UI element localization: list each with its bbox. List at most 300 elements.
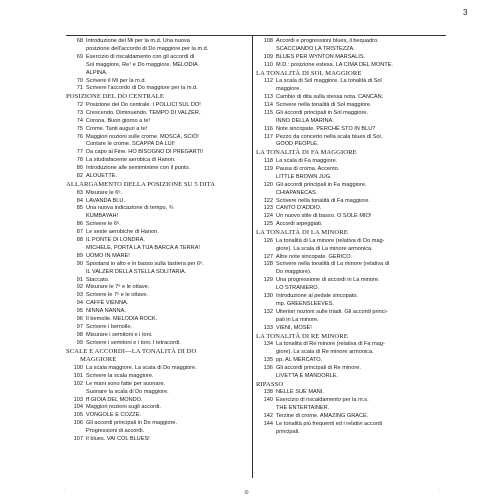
entry-line: Staccato. xyxy=(86,276,110,283)
entry-line: Do maggiore). xyxy=(276,269,312,276)
toc-entry xyxy=(256,182,446,198)
entry-text xyxy=(83,118,256,126)
page-ref-number: 94 xyxy=(76,300,83,307)
entry-text xyxy=(83,412,256,420)
page-ref-number: 136 xyxy=(263,364,273,371)
section-heading: LA TONALITÀ DI LA MINORE xyxy=(256,229,348,237)
page-ref-number: 103 xyxy=(73,396,83,403)
section-heading: RIPASSO xyxy=(256,380,284,388)
entry-text xyxy=(273,309,446,325)
entry-line: Una nuova indicazione di tempo, ¾ xyxy=(86,205,174,212)
entry-text xyxy=(273,261,446,277)
toc-entry xyxy=(66,340,256,348)
page-ref-number: 68 xyxy=(76,38,83,44)
page-ref-number: 102 xyxy=(73,380,83,387)
entry-text xyxy=(273,158,446,166)
toc-entry xyxy=(256,62,446,70)
toc-entry xyxy=(66,54,256,78)
toc-entry xyxy=(66,436,256,444)
entry-line: Gli accordi principali di Re minore. xyxy=(276,364,361,371)
entry-line: Misurare le 6ᵉ. xyxy=(86,189,122,196)
entry-text xyxy=(273,62,446,70)
entry-line: Altre note sincopate. GERICO. xyxy=(276,253,353,260)
toc-entry xyxy=(256,293,446,309)
page-ref-number: 77 xyxy=(76,149,83,156)
page-ref-number: 106 xyxy=(73,420,83,427)
page-ref-number: 107 xyxy=(73,436,83,443)
page-ref-number: 118 xyxy=(264,157,273,164)
toc-entry xyxy=(66,277,256,285)
page-ref-number: 71 xyxy=(76,85,83,92)
toc-left-column xyxy=(66,35,256,444)
toc-entry xyxy=(66,229,256,237)
page-ref-number: 72 xyxy=(76,101,83,108)
entry-text xyxy=(83,420,256,436)
entry-text xyxy=(83,373,256,381)
toc-entry xyxy=(256,389,446,397)
entry-line: Introduzione alle semiminime con il punto. xyxy=(86,165,191,172)
entry-text xyxy=(83,332,256,340)
entry-line: Da capo al Fine. HO BISOGNO DI PREGARTI! xyxy=(86,149,204,156)
entry-text xyxy=(83,397,256,405)
entry-line: Crescendo. Diminuendo. TEMPO DI VALZER. xyxy=(86,109,201,116)
toc-entry xyxy=(66,308,256,316)
entry-line: La scala maggiore. La scala di Do maggiore. xyxy=(86,364,197,371)
page-ref-number: 133 xyxy=(263,324,273,331)
entry-text xyxy=(273,102,446,110)
entry-text xyxy=(83,308,256,316)
entry-line: Misurare le 7ᵉ e le ottave. xyxy=(86,284,150,291)
entry-line: Contare le crome. SCAPPA DA LUI! xyxy=(86,141,175,148)
page-ref-number: 144 xyxy=(263,420,273,427)
entry-line: ALOUETTE. xyxy=(86,173,118,180)
entry-text xyxy=(273,421,446,437)
page-ref-number: 122 xyxy=(263,197,273,204)
section-heading: LA TONALITÀ DI SOL MAGGIORE xyxy=(256,69,362,77)
toc-entry xyxy=(256,254,446,262)
entry-line: Posizione del Do centrale. I POLLICI SUL DO! xyxy=(86,101,201,108)
entry-text xyxy=(83,198,256,206)
page-ref-number: 105 xyxy=(73,412,83,419)
page-ref-number: 128 xyxy=(263,261,273,268)
entry-text xyxy=(83,237,256,253)
entry-line: Accordi e progressioni blues, il bequadro. xyxy=(276,38,379,44)
entry-line: CANTO D'ADDIO. xyxy=(276,205,322,212)
entry-text xyxy=(273,198,446,206)
entry-line: MICHELE, PORTA LA TUA BARCA A TERRA! xyxy=(86,244,200,251)
entry-text xyxy=(273,78,446,94)
entry-text xyxy=(273,213,446,221)
toc-entry xyxy=(66,198,256,206)
page-ref-number: 88 xyxy=(76,237,83,244)
entry-text xyxy=(273,325,446,333)
entry-line: Gli accordi principali in Fa maggiore. xyxy=(276,181,367,188)
entry-line: Gli accordi principali in Do maggiore. xyxy=(86,420,178,427)
page-ref-number: 70 xyxy=(76,77,83,84)
entry-line: Progressioni di accordi. xyxy=(86,428,145,435)
entry-line: Scrivere le 7ᵉ e le ottave. xyxy=(86,292,149,299)
page-ref-number: 108 xyxy=(263,38,273,44)
entry-line: Il bemolle. MELODIA ROCK. xyxy=(86,316,158,323)
page-ref-number: 116 xyxy=(264,125,273,132)
entry-line: SCACCIANDO LA TRISTEZZA. xyxy=(276,45,355,52)
entry-line: GOOD PEOPLE. xyxy=(276,141,319,148)
page-ref-number: 90 xyxy=(76,260,83,267)
entry-line: La scala di Fa maggiore. xyxy=(276,157,338,164)
column-top-rule xyxy=(256,35,446,36)
entry-line: UOMO IN MARE! xyxy=(86,252,130,259)
toc-entry xyxy=(66,118,256,126)
registration-mark-icon: ⊕ xyxy=(244,490,250,496)
entry-line: Scrivere il Mi per la m.d. xyxy=(86,77,146,84)
entry-line: Cambio di dita sulla stessa nota. CANCAN. xyxy=(276,94,384,101)
entry-line: Ulteriori nozioni sulle triadi. Gli accordi princi- xyxy=(276,308,388,315)
toc-entry xyxy=(66,316,256,324)
toc-entry xyxy=(256,261,446,277)
entry-text xyxy=(273,110,446,126)
entry-line: M.D.: posizione estesa. LA CIMA DEL MONTE. xyxy=(276,61,393,68)
page-ref-number: 127 xyxy=(263,253,273,260)
entry-text xyxy=(273,389,446,397)
page-ref-number: 76 xyxy=(76,133,83,140)
toc-entry xyxy=(66,205,256,221)
toc-entry xyxy=(256,158,446,166)
entry-text xyxy=(83,324,256,332)
entry-line: Pausa di croma. Accento. xyxy=(276,165,340,172)
entry-text xyxy=(83,173,256,181)
page-ref-number: 115 xyxy=(264,109,273,116)
page-ref-number: 69 xyxy=(76,53,83,60)
page-ref-number: 83 xyxy=(76,189,83,196)
page-ref-number: 134 xyxy=(263,341,273,348)
entry-text xyxy=(83,38,256,54)
toc-entry xyxy=(256,134,446,150)
entry-text xyxy=(83,110,256,118)
page-ref-number: 130 xyxy=(263,293,273,300)
entry-line: giore). La scala di Re minore armonica. xyxy=(276,349,374,356)
entry-line: LITTLE BROWN JUG. xyxy=(276,173,332,180)
entry-line: Introduzione del Mi per la m.d. Una nuova xyxy=(86,38,190,44)
entry-text xyxy=(273,254,446,262)
page-ref-number: 80 xyxy=(76,165,83,172)
entry-text xyxy=(273,38,446,54)
entry-text xyxy=(83,205,256,221)
entry-text xyxy=(273,277,446,293)
page-ref-number: 109 xyxy=(263,53,273,60)
entry-line: posizione dell'accordo di Do maggiore per la m.d. xyxy=(86,45,209,52)
entry-line: NELLE SUE MANI. xyxy=(276,389,324,396)
page-ref-number: 110 xyxy=(264,61,273,68)
section-heading: POSIZIONE DEL DO CENTRALE xyxy=(66,93,165,101)
column-top-rule xyxy=(66,35,256,36)
page-ref-number: 104 xyxy=(73,404,83,411)
entry-line: ff GIOIA DEL MONDO. xyxy=(86,396,143,403)
toc-entry xyxy=(256,110,446,126)
entry-line: Pezzo da concerto nella scala blues di Sol. xyxy=(276,133,383,140)
toc-entry xyxy=(66,253,256,261)
entry-text xyxy=(83,126,256,134)
entry-line: La tonalità di La minore (relativa di Do mag- xyxy=(276,237,385,244)
page-ref-number: 112 xyxy=(264,78,273,85)
entry-line: BLUES PER WYNTON MARSALIS. xyxy=(276,53,366,60)
entry-line: Terzine di crome. AMAZING GRACE. xyxy=(276,413,369,420)
entry-line: VONGOLE E COZZE. xyxy=(86,412,142,419)
entry-line: INNO DELLA MARINA. xyxy=(276,117,334,124)
toc-entry xyxy=(66,373,256,381)
toc-entry xyxy=(66,300,256,308)
entry-line: Scrivere i semitoni e i toni. I tetracordi. xyxy=(86,339,181,346)
entry-text xyxy=(273,94,446,102)
toc-entry xyxy=(256,238,446,254)
page-ref-number: 114 xyxy=(264,101,273,108)
page-ref-number: 125 xyxy=(263,221,273,228)
entry-line: LO STRANIERO. xyxy=(276,285,320,292)
crop-mark: ˈ xyxy=(438,490,440,496)
toc-entry xyxy=(256,54,446,62)
toc-entry xyxy=(256,126,446,134)
toc-entry xyxy=(66,149,256,157)
page-ref-number: 96 xyxy=(76,316,83,323)
page-ref-number: 86 xyxy=(76,221,83,228)
crop-mark: ˈ xyxy=(64,490,66,496)
entry-text xyxy=(273,397,446,413)
toc-entry xyxy=(256,166,446,182)
entry-line: Scrivere l'accordo di Do maggiore per la m.d. xyxy=(86,85,198,92)
page-ref-number: 119 xyxy=(264,165,273,172)
page-ref-number: 74 xyxy=(76,117,83,124)
page-ref-number: 82 xyxy=(76,173,83,180)
entry-line: ALPINA. xyxy=(86,69,108,76)
section-heading: LA TONALITÀ DI RE MINORE xyxy=(256,332,348,340)
entry-line: Maggiori nozioni sugli accordi. xyxy=(86,404,161,411)
toc-entry xyxy=(66,412,256,420)
entry-line: Scrivere le 6ᵉ. xyxy=(86,221,121,228)
entry-line: giore). La scala di La minore armonica. xyxy=(276,245,373,252)
entry-line: pp. AL MERCATO. xyxy=(276,357,323,363)
toc-entry xyxy=(256,277,446,293)
entry-line: Le seste aerobiche di Hanon. xyxy=(86,229,159,236)
toc-entry xyxy=(256,413,446,421)
toc-entry xyxy=(66,332,256,340)
entry-text xyxy=(273,238,446,254)
entry-text xyxy=(83,78,256,86)
entry-line: Il blues. VAI COL BLUES! xyxy=(86,436,150,443)
entry-text xyxy=(83,134,256,150)
entry-text xyxy=(83,85,256,93)
entry-text xyxy=(83,229,256,237)
page-ref-number: 85 xyxy=(76,205,83,212)
toc-entry xyxy=(66,157,256,165)
page-ref-number: 97 xyxy=(76,324,83,330)
toc-entry xyxy=(256,94,446,102)
entry-line: La studiafacente aerobica di Hanon. xyxy=(86,157,176,164)
page-ref-number: 101 xyxy=(73,372,83,379)
entry-line: Corona. Buon giorno a te! xyxy=(86,117,151,124)
entry-text xyxy=(83,381,256,397)
toc-entry xyxy=(256,205,446,213)
entry-line: Scrivere nella tonalità di Sol maggiore. xyxy=(276,101,372,108)
toc-entry xyxy=(66,397,256,405)
entry-text xyxy=(83,261,256,277)
page-ref-number: 87 xyxy=(76,229,83,236)
entry-line: maggiore. xyxy=(276,86,301,93)
entry-text xyxy=(273,341,446,357)
entry-text xyxy=(273,293,446,309)
toc-entry xyxy=(66,110,256,118)
entry-line: mp. GREENSLEEVES. xyxy=(276,300,334,307)
page-ref-number: 98 xyxy=(76,331,83,338)
entry-line: La scala di Sol maggiore. La tonalità di Sol xyxy=(276,78,382,85)
entry-text xyxy=(273,205,446,213)
section-heading: MAGGIORE xyxy=(80,356,117,364)
page-ref-number: 117 xyxy=(264,133,273,140)
entry-line: Introduzione al pedale sincopato. xyxy=(276,293,359,300)
page-ref-number: 78 xyxy=(76,157,83,164)
entry-line: CHIAPANECAS. xyxy=(276,189,318,196)
entry-line: CAFFÈ VIENNA. xyxy=(86,300,129,307)
entry-text xyxy=(83,340,256,348)
entry-text xyxy=(83,221,256,229)
entry-line: KUMBAYAH! xyxy=(86,213,119,220)
toc-entry xyxy=(256,357,446,365)
toc-entry xyxy=(66,221,256,229)
page-ref-number: 100 xyxy=(73,364,83,371)
toc-entry xyxy=(66,173,256,181)
entry-line: Spostarsi in alto e in basso sulla tastiera per 6ᵉ. xyxy=(86,260,204,267)
toc-entry xyxy=(66,365,256,373)
entry-line: pali in La minore. xyxy=(276,316,319,323)
toc-entry xyxy=(66,134,256,150)
entry-line: Maggiori nozioni sulle crome. MOSCA, SCIÒ! xyxy=(86,133,199,140)
toc-entry xyxy=(66,38,256,54)
toc-entry xyxy=(256,365,446,381)
toc-entry xyxy=(256,102,446,110)
entry-text xyxy=(273,54,446,62)
entry-line: principali. xyxy=(276,428,300,435)
entry-line: IL VALZER DELLA STELLA SOLITARIA. xyxy=(86,268,187,275)
entry-text xyxy=(83,284,256,292)
entry-line: Suonare la scala di Do maggiore. xyxy=(86,388,169,395)
toc-entry xyxy=(66,78,256,86)
entry-text xyxy=(83,253,256,261)
entry-text xyxy=(83,316,256,324)
toc-entry xyxy=(256,421,446,437)
toc-entry xyxy=(256,309,446,325)
page-ref-number: 142 xyxy=(263,413,273,420)
entry-line: Esercizio di riscaldamento per la m.s. xyxy=(276,397,369,404)
entry-line: Le tonalità più frequenti ed i relativi accordi xyxy=(276,420,383,427)
page-ref-number: 93 xyxy=(76,292,83,299)
entry-line: NINNA NANNA. xyxy=(86,308,126,315)
page-ref-number: 120 xyxy=(263,181,273,188)
toc-entry xyxy=(256,78,446,94)
entry-line: Note sincopate. PERCHÉ STO IN BLU? xyxy=(276,125,376,132)
entry-text xyxy=(83,436,256,444)
entry-line: Crome. Tanti auguri a te! xyxy=(86,125,148,132)
toc-entry xyxy=(256,38,446,54)
section-heading: SCALE E ACCORDI—LA TONALITÀ DI DO xyxy=(66,347,197,355)
entry-text xyxy=(273,357,446,365)
toc-entry xyxy=(66,284,256,292)
entry-text xyxy=(273,182,446,198)
page-ref-number: 73 xyxy=(76,109,83,116)
toc-entry xyxy=(66,404,256,412)
entry-text xyxy=(273,365,446,381)
page-ref-number: 124 xyxy=(263,213,273,220)
entry-line: Scrivere nella tonalità di Fa maggiore. xyxy=(276,197,370,204)
entry-text xyxy=(83,54,256,78)
entry-text xyxy=(273,413,446,421)
page-ref-number: 92 xyxy=(76,284,83,291)
toc-entry xyxy=(66,237,256,253)
toc-entry xyxy=(66,261,256,277)
entry-line: IL PONTE DI LONDRA. xyxy=(86,237,145,244)
entry-text xyxy=(83,277,256,285)
toc-entry xyxy=(256,341,446,357)
entry-text xyxy=(273,221,446,229)
page-ref-number: 132 xyxy=(263,308,273,315)
entry-line: Gli accordi principali in Sol maggiore. xyxy=(276,109,369,116)
toc-entry xyxy=(66,126,256,134)
entry-text xyxy=(83,365,256,373)
entry-line: Accordi arpeggiati. xyxy=(276,221,323,228)
entry-line: Esercizio di riscaldamento con gli accordi di xyxy=(86,53,195,60)
page-ref-number: 129 xyxy=(263,277,273,284)
toc-entry xyxy=(66,420,256,436)
toc-entry xyxy=(256,198,446,206)
entry-text xyxy=(83,157,256,165)
toc-right-column xyxy=(256,35,446,437)
entry-line: Scrivere la scala maggiore. xyxy=(86,372,154,379)
entry-line: Scrivere i bemolle. xyxy=(86,324,133,330)
entry-text xyxy=(83,165,256,173)
entry-text xyxy=(83,404,256,412)
toc-entry xyxy=(66,324,256,332)
page-number: 3 xyxy=(463,8,468,17)
page-ref-number: 138 xyxy=(263,389,273,396)
entry-line: VIENI, MOSÈ! xyxy=(276,324,312,331)
page-ref-number: 91 xyxy=(76,276,83,283)
page-ref-number: 75 xyxy=(76,125,83,132)
section-heading: LA TONALITÀ DI FA MAGGIORE xyxy=(256,149,357,157)
entry-line: Un nuovo stile di basso. O SOLE MIO! xyxy=(276,213,372,220)
page-ref-number: 113 xyxy=(264,94,273,101)
entry-line: La tonalità di Re minore (relativa di Fa mag- xyxy=(276,341,385,348)
entry-line: Le mani sono fatte per suonare. xyxy=(86,380,165,387)
entry-line: LAVANDA BLU. xyxy=(86,197,125,204)
entry-line: Una progressione di accordi in La minore. xyxy=(276,277,380,284)
entry-text xyxy=(273,166,446,182)
toc-entry xyxy=(256,397,446,413)
toc-entry xyxy=(66,165,256,173)
entry-text xyxy=(273,126,446,134)
page-ref-number: 123 xyxy=(263,205,273,212)
page-ref-number: 95 xyxy=(76,308,83,315)
entry-line: LIVETTA E MANDORLE. xyxy=(276,372,339,379)
entry-text xyxy=(273,134,446,150)
entry-text xyxy=(83,190,256,198)
entry-text xyxy=(83,102,256,110)
section-heading: ALLARGAMENTO DELLA POSIZIONE SU 5 DITA xyxy=(66,181,216,188)
column-divider xyxy=(252,35,253,478)
entry-line: Sol maggiore, Re⁷ e Do maggiore. MELODIA xyxy=(86,61,198,68)
toc-entry xyxy=(66,190,256,198)
toc-entry xyxy=(256,325,446,333)
entry-text xyxy=(83,300,256,308)
entry-line: THE ENTERTAINER. xyxy=(276,405,330,412)
page-ref-number: 84 xyxy=(76,197,83,204)
page-ref-number: 126 xyxy=(263,237,273,244)
